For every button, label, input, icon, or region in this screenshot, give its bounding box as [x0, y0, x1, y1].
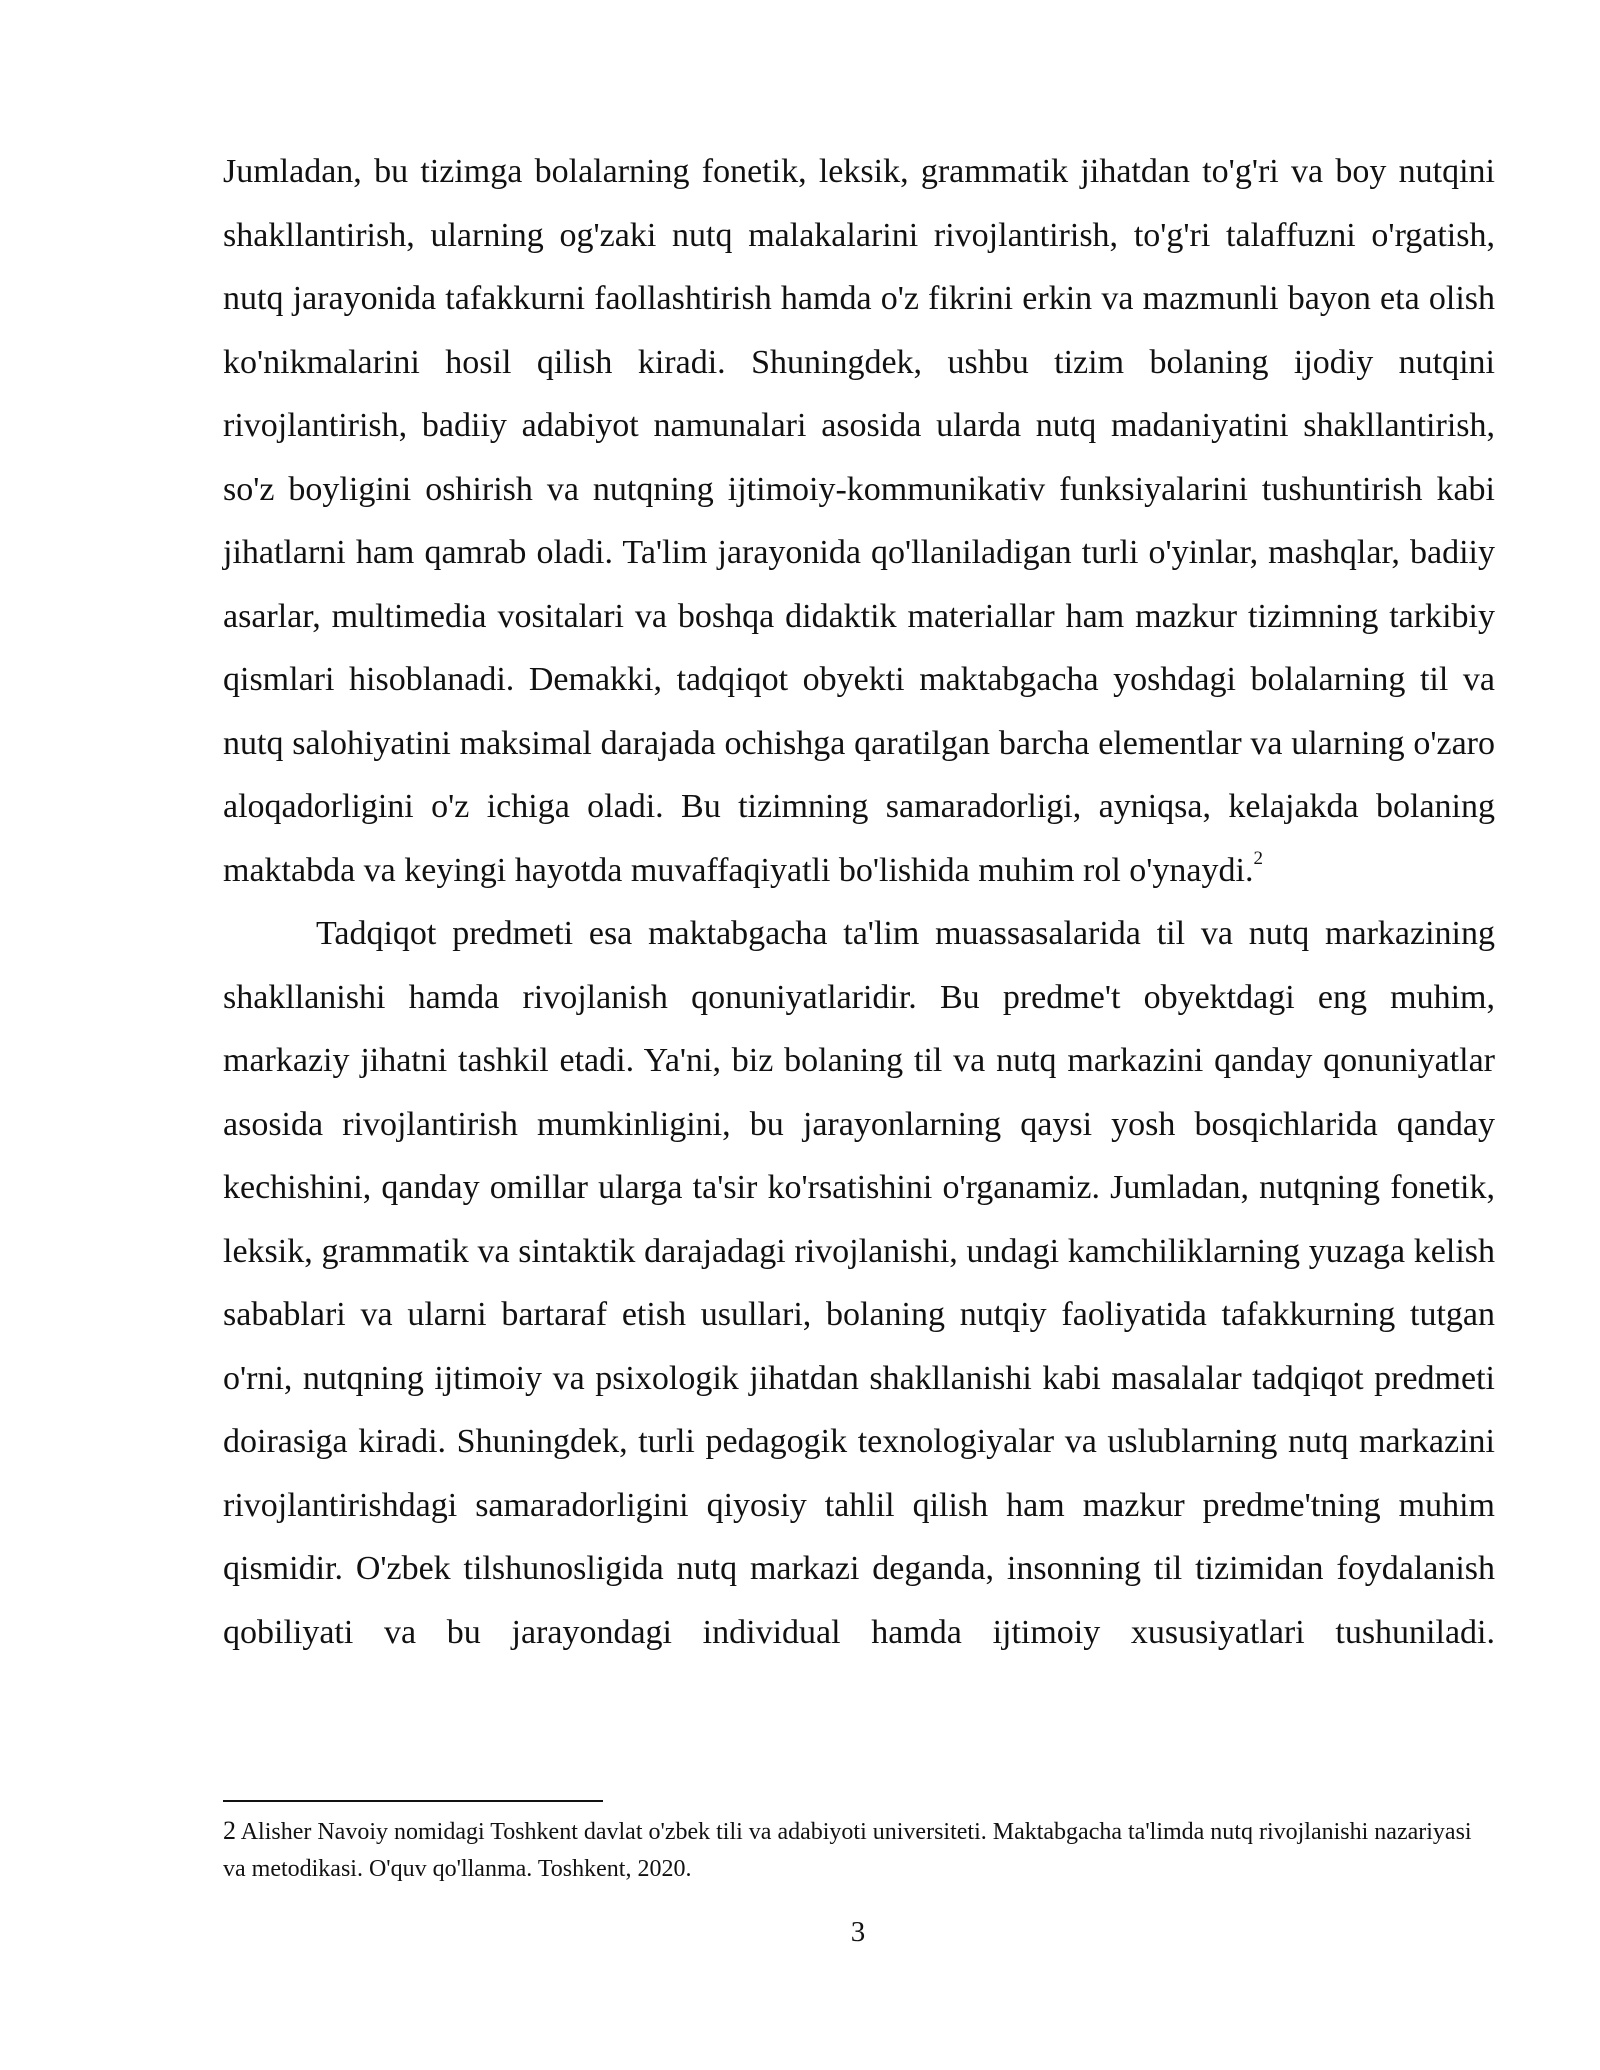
footnote-separator — [223, 1800, 603, 1802]
footnote-text: Alisher Navoiy nomidagi Toshkent davlat o'zbek tili va adabiyoti universiteti. Maktabgacha ta'limda nutq rivojlanishi nazariyasi va metodikasi. O'quv qo'llanma. Toshkent, 2020. — [223, 1819, 1472, 1882]
footnote-number: 2 — [223, 1816, 236, 1845]
paragraph-text: Tadqiqot predmeti esa maktabgacha ta'lim muassasalarida til va nutq markazining shakllanishi hamda rivojlanish qonuniyatlaridir. Bu predme't obyektdagi eng muhim, markaziy jihatni tashkil etadi. Ya'ni, biz bolaning til va nutq markazini qanday qonuniyatlar asosida rivojlantirish mumkinligini, bu jarayonlarning qaysi yosh bosqichlarida qanday kechishini, qanday omillar ularga ta'sir ko'rsatishini o'rganamiz. Jumladan, nutqning fonetik, leksik, grammatik va sintaktik darajadagi rivojlanishi, undagi kamchiliklarning yuzaga kelish sabablari va ularni bartaraf etish usullari, bolaning nutqiy faoliyatida tafakkurning tutgan o'rni, nutqning ijtimoiy va psixologik jihatdan shakllanishi kabi masalalar tadqiqot predmeti doirasiga kiradi. Shuningdek, turli pedagogik texnologiyalar va uslublarning nutq markazini rivojlantirishdagi samaradorligini qiyosiy tahlil qilish ham mazkur predme'tning muhim qismidir. O'zbek tilshunosligida nutq markazi deganda, insonning til tizimidan foydalanish qobiliyati va bu jarayondagi individual hamda ijtimoiy xususiyatlari tushuniladi. — [223, 915, 1495, 1651]
paragraph-text: Jumladan, bu tizimga bolalarning fonetik, leksik, grammatik jihatdan to'g'ri va boy nutqini shakllantirish, ularning og'zaki nutq malakalarini rivojlantirish, to'g'ri talaffuzni o'rgatish, nutq jarayonida tafakkurni faollashtirish hamda o'z fikrini erkin va mazmunli bayon eta olish ko'nikmalarini hosil qilish kiradi. Shuningdek, ushbu tizim bolaning ijodiy nutqini rivojlantirish, badiiy adabiyot namunalari asosida ularda nutq madaniyatini shakllantirish, so'z boyligini oshirish va nutqning ijtimoiy-kommunikativ funksiyalarini tushuntirish kabi jihatlarni ham qamrab oladi. Ta'lim jarayonida qo'llaniladigan turli o'yinlar, mashqlar, badiiy asarlar, multimedia vositalari va boshqa didaktik materiallar ham mazkur tizimning tarkibiy qismlari hisoblanadi. Demakki, tadqiqot obyekti maktabgacha yoshdagi bolalarning til va nutq salohiyatini maksimal darajada ochishga qaratilgan barcha elementlar va ularning o'zaro aloqadorligini o'z ichiga oladi. Bu tizimning samaradorligi, ayniqsa, kelajakda bolaning maktabda va keyingi hayotda muvaffaqiyatli bo'lishida muhim rol o'ynaydi. — [223, 153, 1495, 889]
page-number: 3 — [850, 1916, 866, 1948]
body-paragraph — [223, 902, 1495, 1664]
footnote-reference[interactable]: 2 — [1253, 848, 1263, 870]
footnote — [223, 1812, 1495, 1888]
body-paragraph — [223, 140, 1495, 902]
page-body — [223, 140, 1495, 1664]
